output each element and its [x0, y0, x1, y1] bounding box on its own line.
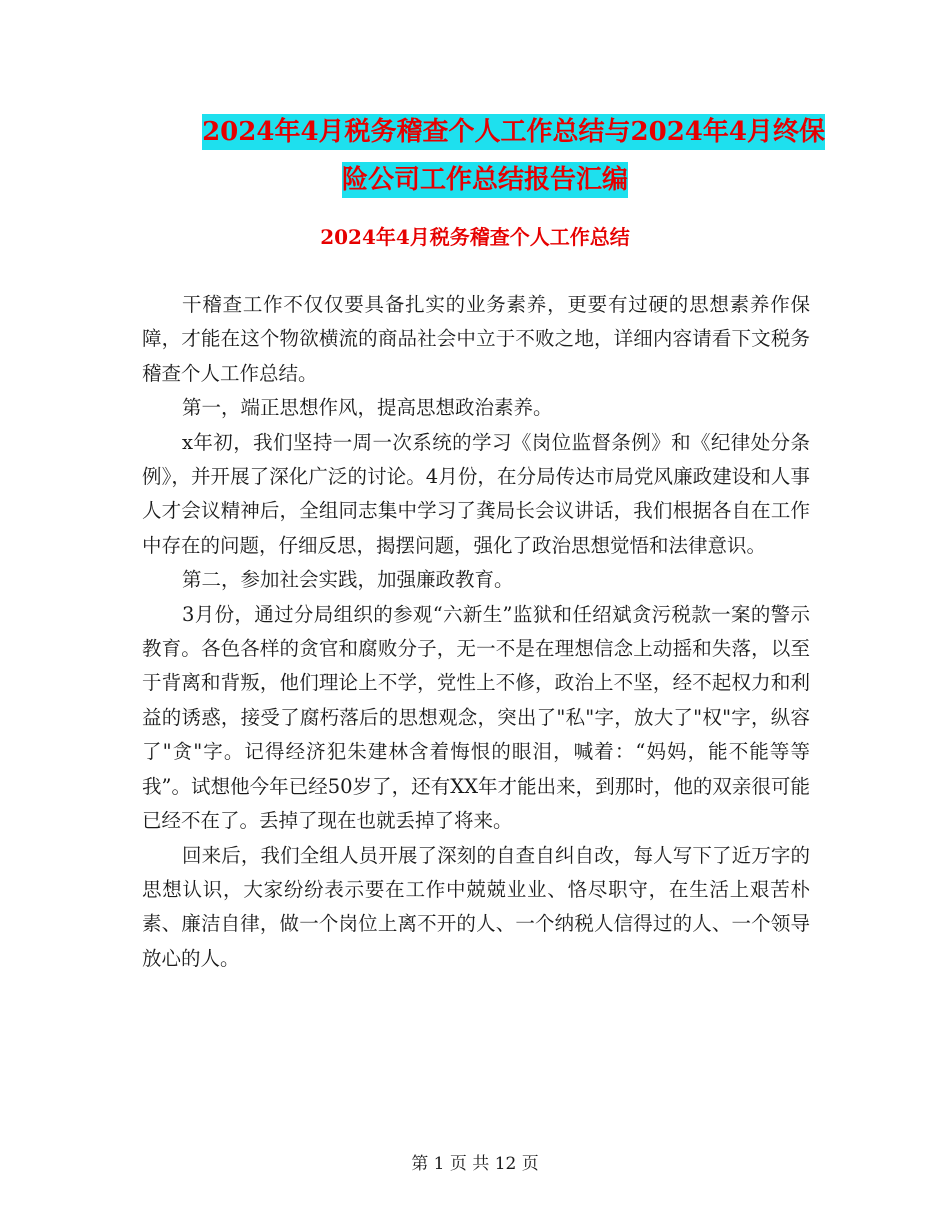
section-title: 2024年4月税务稽查个人工作总结	[320, 225, 630, 249]
page-number-footer: 第 1 页 共 12 页	[411, 1154, 539, 1174]
document-title	[145, 108, 825, 204]
paragraph-self-review: 回来后，我们全组人员开展了深刻的自查自纠自改，每人写下了近万字的思想认识，大家纷纷表示要在工作中兢兢业业、恪尽职守，在生活上艰苦朴素、廉洁自律，做一个岗位上离不开的人、一个纳税人信得过的人、一个领导放心的人。	[142, 843, 810, 970]
document-title-line-1	[145, 108, 825, 156]
title-highlight: 险公司工作总结报告汇编	[342, 162, 628, 198]
title-highlight: 2024年4月税务稽查个人工作总结与2024年4月终保	[202, 114, 825, 150]
paragraph-education: 3月份，通过分局组织的参观“六新生”监狱和任绍斌贪污税款一案的警示教育。各色各样的贪官和腐败分子，无一不是在理想信念上动摇和失落，以至于背离和背叛，他们理论上不学，党性上不修，政治上不坚，经不起权力和利益的诱惑，接受了腐朽落后的思想观念，突出了"私"字，放大了"权"字，纵容了"贪"字。记得经济犯朱建林含着悔恨的眼泪，喊着：“妈妈，能不能等等我”。试想他今年已经50岁了，还有XX年才能出来，到那时，他的双亲很可能已经不在了。丢掉了现在也就丢掉了将来。	[142, 602, 810, 833]
document-title-line-2	[145, 156, 825, 204]
paragraph-heading-2: 第二，参加社会实践，加强廉政教育。	[182, 568, 514, 592]
paragraph-intro: 干稽查工作不仅仅要具备扎实的业务素养，更要有过硬的思想素养作保障，才能在这个物欲横流的商品社会中立于不败之地，详细内容请看下文税务稽查个人工作总结。	[142, 293, 810, 385]
paragraph-study: x年初，我们坚持一周一次系统的学习《岗位监督条例》和《纪律处分条例》，并开展了深化广泛的讨论。4月份，在分局传达市局党风廉政建设和人事人才会议精神后，全组同志集中学习了龚局长会议讲话，我们根据各自在工作中存在的问题，仔细反思，揭摆问题，强化了政治思想觉悟和法律意识。	[142, 430, 810, 557]
document-body	[142, 288, 810, 976]
paragraph-heading-1: 第一，端正思想作风，提高思想政治素养。	[182, 396, 553, 420]
